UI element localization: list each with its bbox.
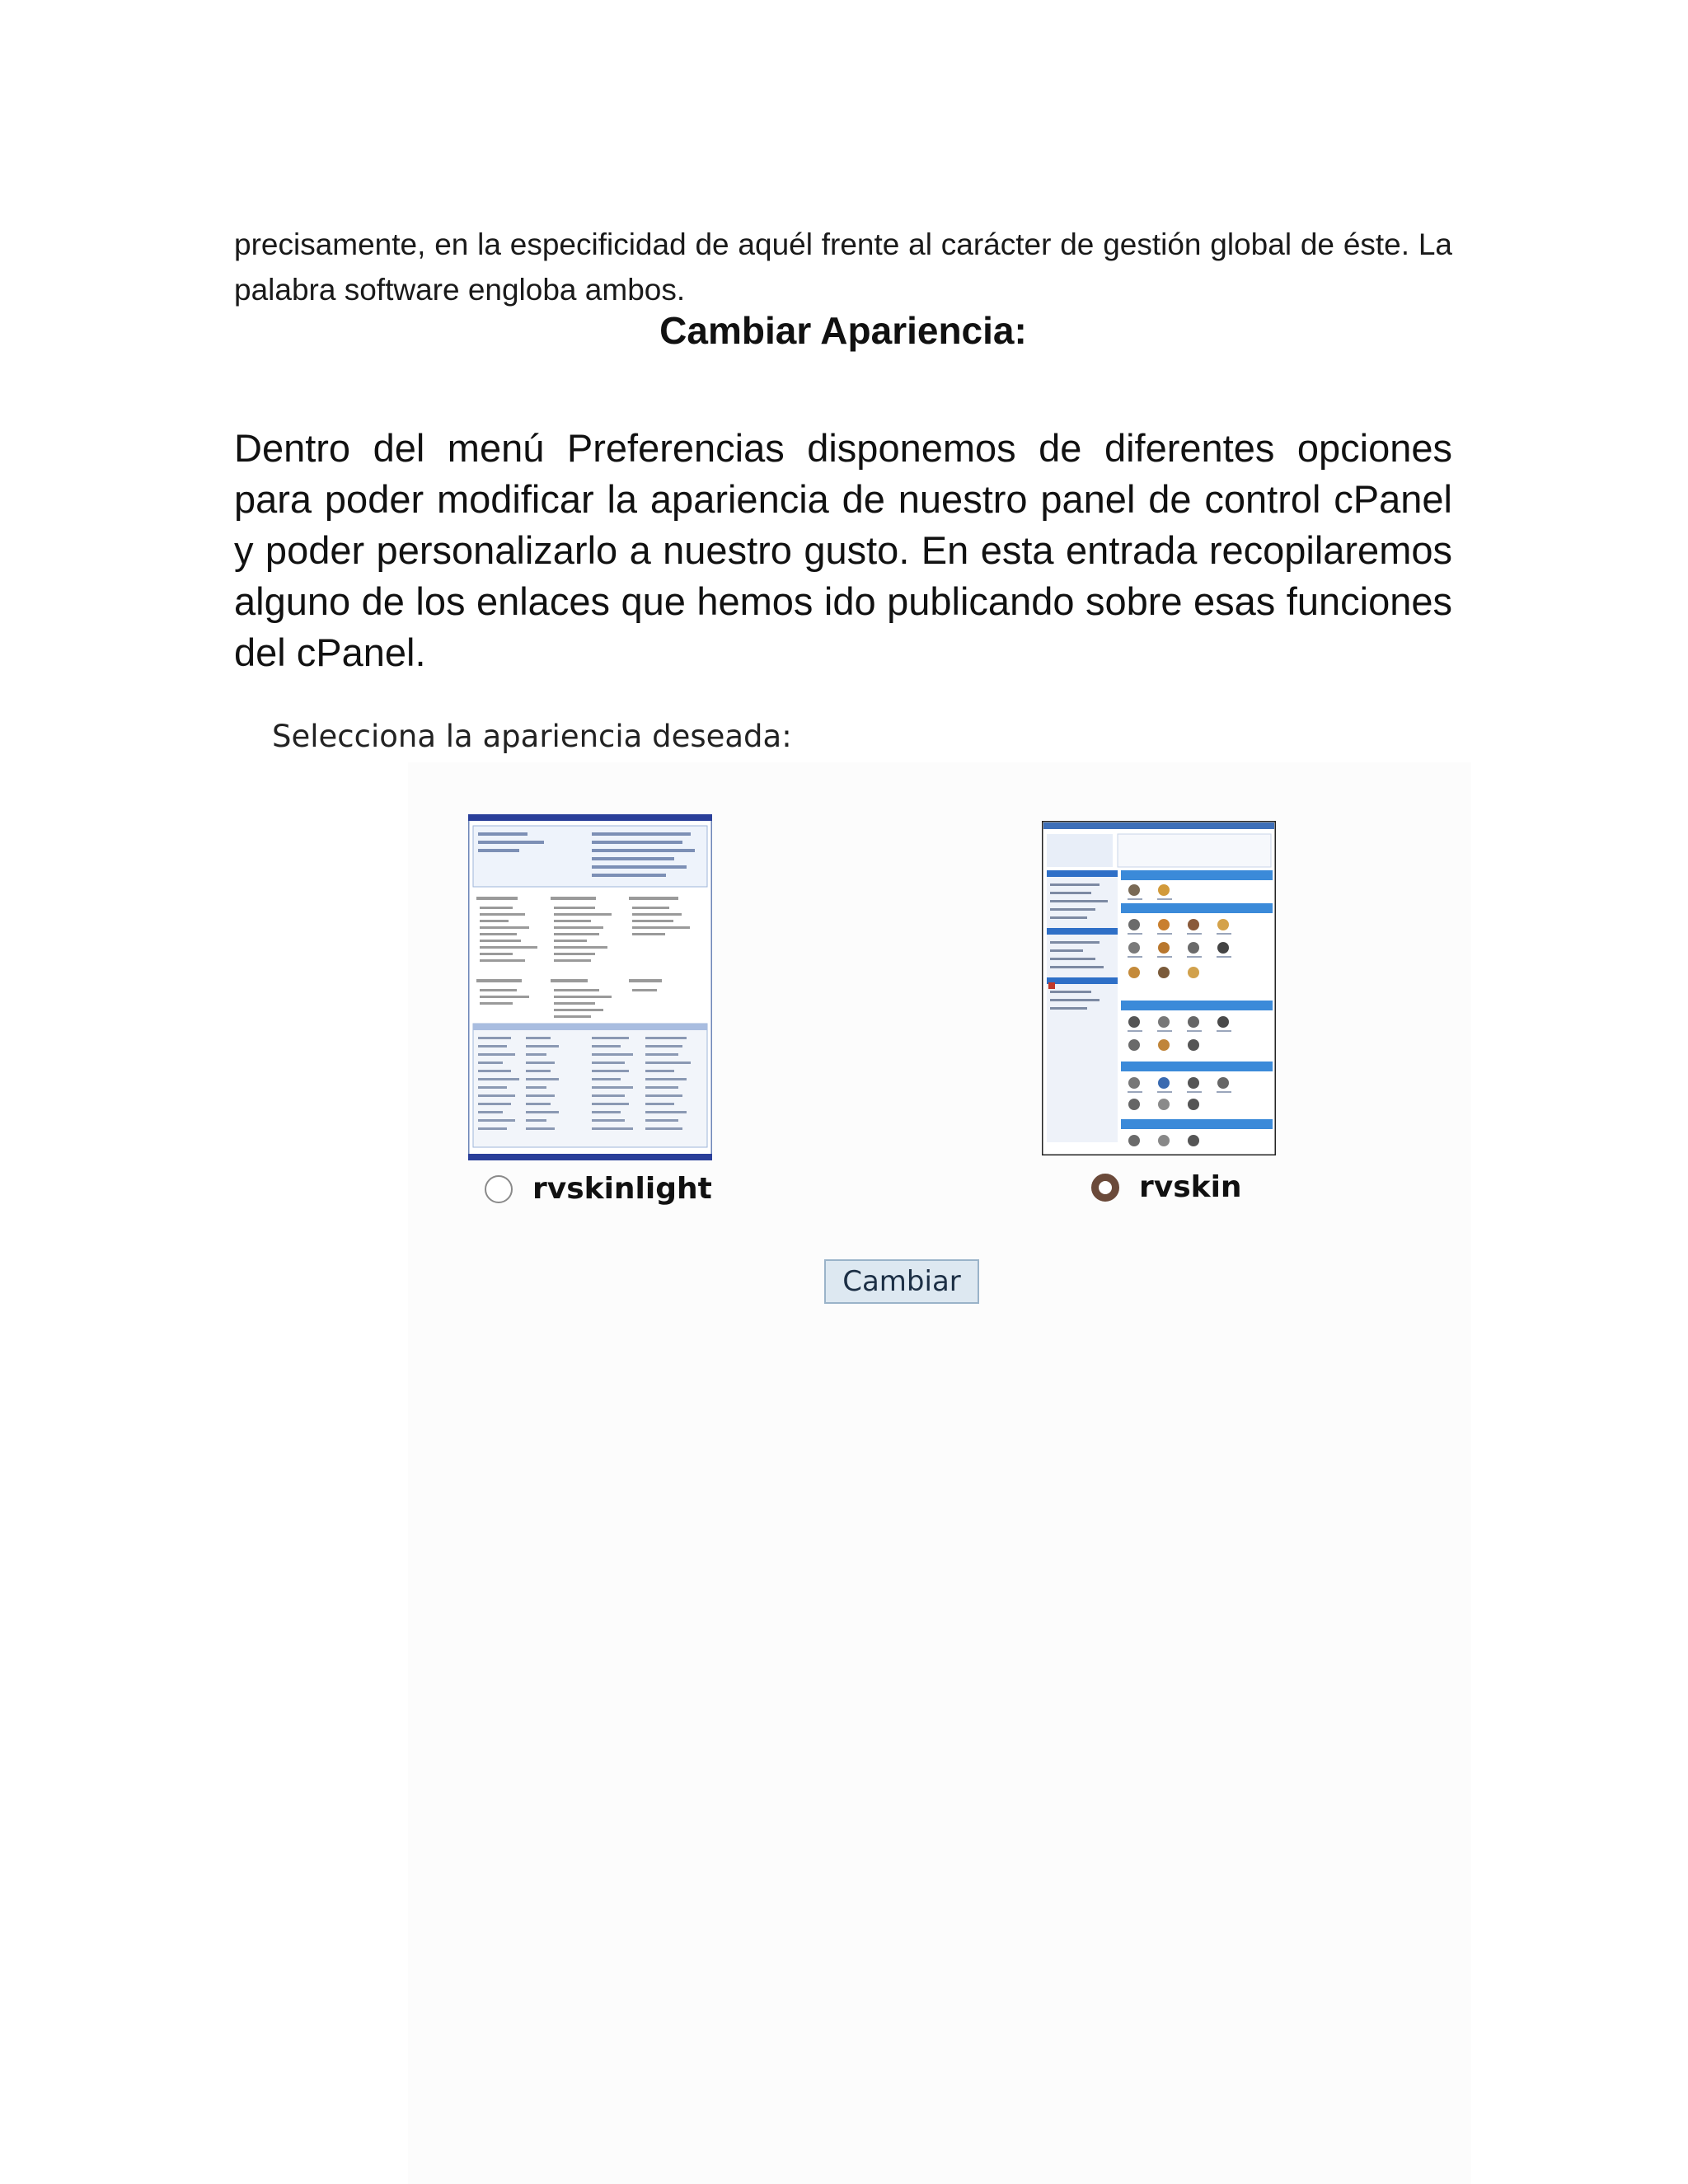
rvskin-option[interactable] xyxy=(1091,1170,1242,1204)
body-paragraph: Dentro del menú Preferencias disponemos de diferentes opciones para poder modificar la apariencia de nuestro panel de control cPanel y poder personalizarlo a nuestro gusto. En esta entrada recopilaremos alguno de los enlaces que hemos ido publicando sobre esas funciones del cPanel. xyxy=(234,426,1452,674)
rvskinlight-label[interactable]: rvskinlight xyxy=(532,1172,712,1206)
section-heading: Cambiar Apariencia: xyxy=(659,309,1027,352)
appearance-prompt: Selecciona la apariencia deseada: xyxy=(272,719,792,754)
change-appearance-button[interactable]: Cambiar xyxy=(824,1259,979,1304)
rvskinlight-preview-image[interactable] xyxy=(468,814,712,1160)
appearance-screenshot xyxy=(264,709,1467,2184)
rvskinlight-option[interactable] xyxy=(485,1172,712,1206)
intro-paragraph: precisamente, en la especificidad de aquél frente al carácter de gestión global de éste. La palabra software engloba ambos. xyxy=(234,227,1452,307)
rvskin-label[interactable]: rvskin xyxy=(1139,1170,1242,1204)
rvskin-preview-image[interactable] xyxy=(1042,821,1276,1155)
rvskinlight-radio[interactable] xyxy=(485,1175,513,1203)
rvskin-radio[interactable] xyxy=(1091,1174,1119,1202)
